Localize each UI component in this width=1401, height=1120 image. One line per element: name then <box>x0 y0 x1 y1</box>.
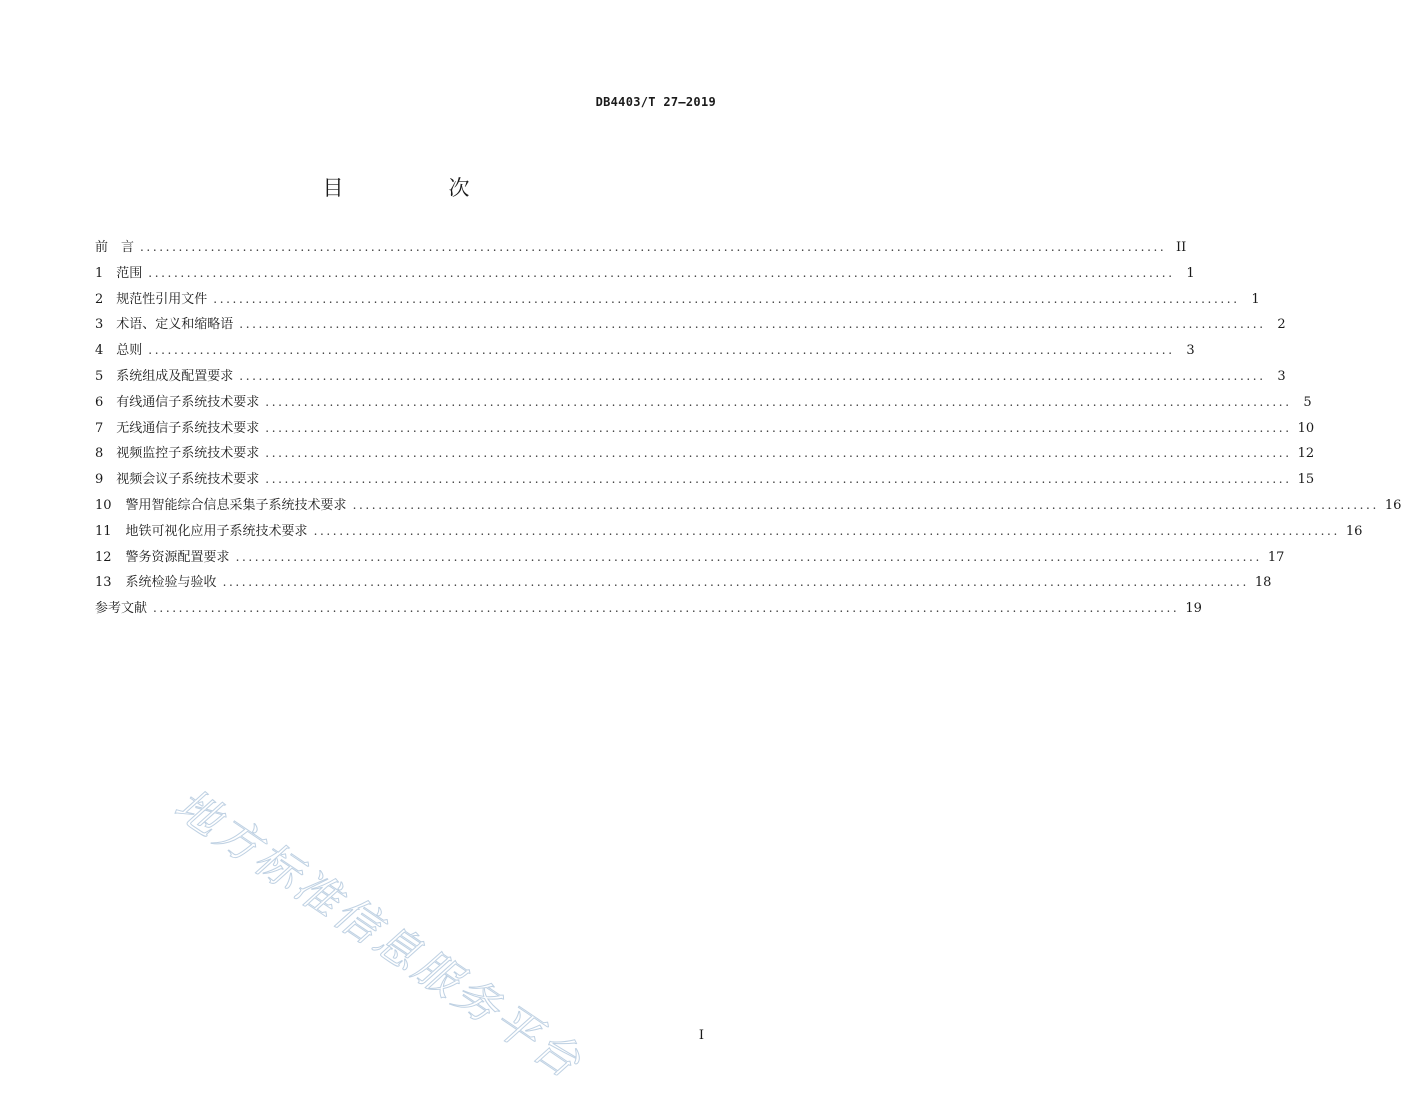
toc-entry-page: 16 <box>1345 523 1363 539</box>
toc-entry[interactable] <box>95 520 1363 546</box>
toc-entry-number: 8 <box>95 446 104 462</box>
toc-entry-page: 2 <box>1277 317 1286 333</box>
toc-entry-label <box>95 236 134 255</box>
toc-leader-dots: ................................................................................................................................................................ <box>265 472 1292 487</box>
toc-entry-page: 5 <box>1303 394 1312 410</box>
toc-entry-page: 17 <box>1267 549 1285 565</box>
toc-entry-label <box>95 365 233 384</box>
toc-leader-dots: ................................................................................................................................................................ <box>239 317 1266 332</box>
toc-leader-dots: ................................................................................................................................................................ <box>148 343 1175 358</box>
toc-entry[interactable] <box>95 339 1195 365</box>
page-number: I <box>698 1028 704 1043</box>
toc-entry-text: 地铁可视化应用子系统技术要求 <box>125 523 308 539</box>
toc-entry[interactable] <box>95 236 1187 262</box>
toc-entry-page: 16 <box>1384 497 1401 513</box>
toc-entry-page: II <box>1176 240 1187 255</box>
toc-leader-dots: ................................................................................................................................................................ <box>222 575 1249 590</box>
toc-entry[interactable] <box>95 597 1202 623</box>
toc-entry-number: 10 <box>95 497 112 513</box>
toc-entry-text: 视频会议子系统技术要求 <box>116 472 260 488</box>
toc-entry[interactable] <box>95 288 1260 314</box>
toc-entry-text: 术语、定义和缩略语 <box>116 317 234 333</box>
toc-entry-text: 系统检验与验收 <box>125 575 217 591</box>
toc-entry-number: 7 <box>95 420 104 436</box>
toc-entry-text: 警务资源配置要求 <box>125 549 230 565</box>
toc-entry-number: 5 <box>95 368 104 384</box>
toc-entry-page: 1 <box>1251 291 1260 307</box>
toc-entry[interactable] <box>95 546 1285 572</box>
toc-entry[interactable] <box>95 417 1315 443</box>
toc-leader-dots: ................................................................................................................................................................ <box>235 549 1262 564</box>
toc-leader-dots: ................................................................................................................................................................ <box>265 446 1292 461</box>
document-code: DB4403/T 27—2019 <box>595 95 716 109</box>
toc-leader-dots: ................................................................................................................................................................ <box>148 265 1175 280</box>
toc-entry-text: 规范性引用文件 <box>116 291 208 307</box>
toc-entry-label <box>95 262 142 281</box>
toc-entry-label <box>95 468 259 487</box>
toc-entry-page: 19 <box>1185 601 1202 617</box>
toc-entry-label <box>95 546 230 565</box>
toc-entry-number: 2 <box>95 291 104 307</box>
table-of-contents <box>95 236 1401 623</box>
toc-entry-label <box>95 313 233 332</box>
toc-entry-label <box>95 442 259 461</box>
toc-leader-dots: ................................................................................................................................................................ <box>265 394 1292 409</box>
toc-entry-label <box>95 597 147 616</box>
toc-entry-text: 参考文献 <box>95 601 148 617</box>
toc-entry[interactable] <box>95 391 1312 417</box>
toc-entry-text: 系统组成及配置要求 <box>116 368 234 384</box>
toc-entry-text: 范围 <box>116 265 143 281</box>
toc-leader-dots: ................................................................................................................................................................ <box>352 497 1379 512</box>
toc-leader-dots: ................................................................................................................................................................ <box>140 240 1167 254</box>
toc-leader-dots: ................................................................................................................................................................ <box>153 601 1180 616</box>
toc-entry-label <box>95 339 142 358</box>
toc-entry-label <box>95 571 217 590</box>
toc-entry[interactable] <box>95 365 1286 391</box>
toc-entry[interactable] <box>95 313 1286 339</box>
toc-entry-page: 1 <box>1186 265 1195 281</box>
toc-entry-number: 3 <box>95 317 104 333</box>
toc-entry-number: 11 <box>95 523 112 539</box>
toc-entry-text: 有线通信子系统技术要求 <box>116 394 260 410</box>
toc-entry-page: 3 <box>1277 368 1286 384</box>
toc-entry-number: 12 <box>95 549 112 565</box>
toc-entry-page: 12 <box>1297 446 1315 462</box>
toc-entry[interactable] <box>95 468 1315 494</box>
toc-entry-text: 前 言 <box>95 240 135 255</box>
toc-entry[interactable] <box>95 571 1272 597</box>
toc-entry-page: 10 <box>1297 420 1315 436</box>
toc-leader-dots: ................................................................................................................................................................ <box>265 420 1292 435</box>
toc-entry-text: 警用智能综合信息采集子系统技术要求 <box>125 497 347 513</box>
toc-entry-text: 视频监控子系统技术要求 <box>116 446 260 462</box>
toc-entry-label <box>95 494 347 513</box>
toc-entry-label <box>95 520 308 539</box>
toc-entry[interactable] <box>95 494 1401 520</box>
toc-title: 目 次 <box>322 176 512 200</box>
toc-entry-number: 4 <box>95 343 104 359</box>
toc-entry-label <box>95 391 259 410</box>
toc-leader-dots: ................................................................................................................................................................ <box>239 368 1266 383</box>
toc-entry-text: 总则 <box>116 343 143 359</box>
toc-entry[interactable] <box>95 262 1195 288</box>
toc-leader-dots: ................................................................................................................................................................ <box>213 291 1240 306</box>
toc-entry-number: 13 <box>95 575 112 591</box>
toc-entry-label <box>95 288 207 307</box>
toc-entry-page: 18 <box>1254 575 1272 591</box>
toc-entry-page: 15 <box>1297 472 1315 488</box>
watermark: 地方标准信息服务平台 <box>165 779 592 1090</box>
toc-entry[interactable] <box>95 442 1315 468</box>
toc-entry-number: 1 <box>95 265 104 281</box>
toc-entry-number: 9 <box>95 472 104 488</box>
toc-entry-text: 无线通信子系统技术要求 <box>116 420 260 436</box>
toc-entry-number: 6 <box>95 394 104 410</box>
toc-entry-page: 3 <box>1186 343 1195 359</box>
toc-entry-label <box>95 417 259 436</box>
toc-leader-dots: ................................................................................................................................................................ <box>313 523 1340 538</box>
